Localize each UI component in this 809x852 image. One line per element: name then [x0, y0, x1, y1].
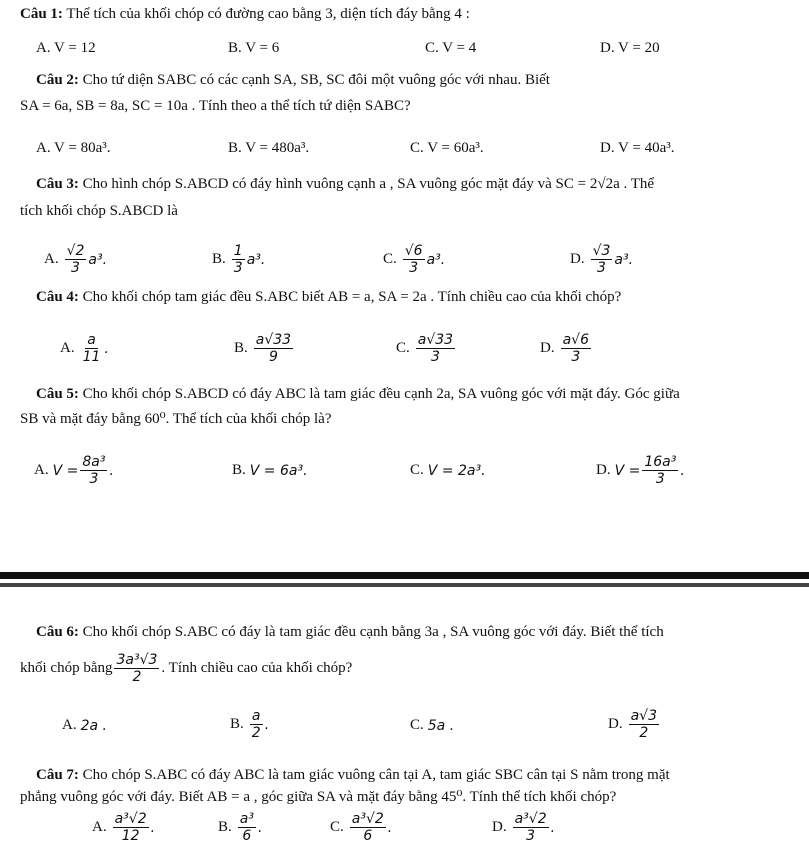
q4-option-c: C. $\frac{a√33}{3}$	[396, 332, 454, 365]
question-2-text: Cho tứ diện SABC có các cạnh SA, SB, SC đôi một vuông góc với nhau. Biết	[78, 72, 550, 88]
q2-option-b: B. V = 480a³.	[228, 140, 310, 156]
question-3	[36, 176, 654, 193]
q3-option-c: C. $\frac{√6}{3}$ a³.	[383, 243, 446, 276]
q4-option-a: A. $\frac{a}{11}$ .	[60, 332, 109, 365]
question-7-text: Cho chóp S.ABC có đáy ABC là tam giác vuông cân tại A, tam giác SBC cân tại S nằm trong mặt	[78, 767, 670, 783]
q3-option-a: A. $\frac{√2}{3}$ a³.	[44, 243, 108, 276]
question-4	[36, 289, 621, 306]
question-2-text-line2: SA = 6a, SB = 8a, SC = 10a . Tính theo a thể tích tứ diện SABC?	[20, 98, 411, 114]
question-4-text: Cho khối chóp tam giác đều S.ABC biết AB = a, SA = 2a . Tính chiều cao của khối chóp?	[78, 289, 622, 305]
q3-option-b: B. $\frac{1}{3}$ a³.	[212, 243, 266, 276]
separator-bar-thin	[0, 583, 809, 587]
question-6	[36, 624, 664, 641]
q1-option-a: A. V = 12	[36, 40, 96, 56]
question-5-text: Cho khối chóp S.ABCD có đáy ABC là tam giác đều cạnh 2a, SA vuông góc với mặt đáy. Góc giữa	[78, 386, 680, 402]
q4-option-d: D. $\frac{a√6}{3}$	[540, 332, 590, 365]
question-4-label: Câu 4:	[36, 289, 79, 305]
question-3-text-line2: tích khối chóp S.ABCD là	[20, 203, 178, 219]
question-1-label: Câu 1:	[20, 6, 63, 22]
question-7	[36, 767, 670, 784]
q1-option-b: B. V = 6	[228, 40, 280, 56]
question-7-label: Câu 7:	[36, 767, 79, 783]
q1-option-c: C. V = 4	[425, 40, 477, 56]
question-1-text: Thể tích của khối chóp có đường cao bằng 3, diện tích đáy bằng 4 :	[62, 6, 470, 22]
question-6-label: Câu 6:	[36, 624, 79, 640]
question-7-text-line2: phẳng vuông góc với đáy. Biết AB = a , góc giữa SA và mặt đáy bằng 45⁰. Tính thể tích khối chóp?	[20, 789, 617, 805]
q6-option-a: A. 2a .	[62, 717, 107, 734]
question-3-label: Câu 3:	[36, 176, 79, 192]
q7-option-a: A. $\frac{\text{a³√2}}{12}$ .	[92, 811, 156, 844]
q1-option-d: D. V = 20	[600, 40, 660, 56]
q7-option-c: C. $\frac{\text{a³√2}}{6}$ .	[330, 811, 393, 844]
q5-option-c: C. V = 2a³.	[410, 462, 486, 479]
question-6-text: Cho khối chóp S.ABC có đáy là tam giác đều cạnh bằng 3a , SA vuông góc với đáy. Biết thể tích	[78, 624, 664, 640]
question-5	[36, 386, 680, 403]
question-2-label: Câu 2:	[36, 72, 79, 88]
separator-bar	[0, 572, 809, 579]
q5-option-d: D. V = $\frac{\text{16a³}}{3}$ .	[596, 454, 685, 487]
q3-option-d: D. $\frac{√3}{3}$ a³.	[570, 243, 634, 276]
question-2	[36, 72, 550, 89]
q5-option-b: B. V = 6a³.	[232, 462, 308, 479]
question-3-text: Cho hình chóp S.ABCD có đáy hình vuông cạnh a , SA vuông góc mặt đáy và SC = 2√2a . Thể	[78, 176, 655, 192]
q7-option-d: D. $\frac{\text{a³√2}}{3}$ .	[492, 811, 556, 844]
q6-option-b: B. $\frac{a}{2}$ .	[230, 708, 270, 741]
question-5-text-line2: SB và mặt đáy bằng 60⁰. Thể tích của khối chóp là?	[20, 411, 332, 427]
q6-option-c: C. 5a .	[410, 717, 455, 734]
q5-option-a: A. V = $\frac{\text{8a³}}{3}$ .	[34, 454, 114, 487]
q2-option-a: A. V = 80a³.	[36, 140, 111, 156]
question-6-text-line2: khối chóp bằng $\frac{\text{3a³√3}}{2}$ . Tính chiều cao của khối chóp?	[20, 652, 353, 685]
q2-option-c: C. V = 60a³.	[410, 140, 484, 156]
q7-option-b: B. $\frac{\text{a³}}{6}$ .	[218, 811, 263, 844]
question-1	[20, 6, 470, 23]
question-5-label: Câu 5:	[36, 386, 79, 402]
q2-option-d: D. V = 40a³.	[600, 140, 675, 156]
q6-option-d: D. $\frac{a√3}{2}$	[608, 708, 658, 741]
q4-option-b: B. $\frac{a√33}{9}$	[234, 332, 292, 365]
